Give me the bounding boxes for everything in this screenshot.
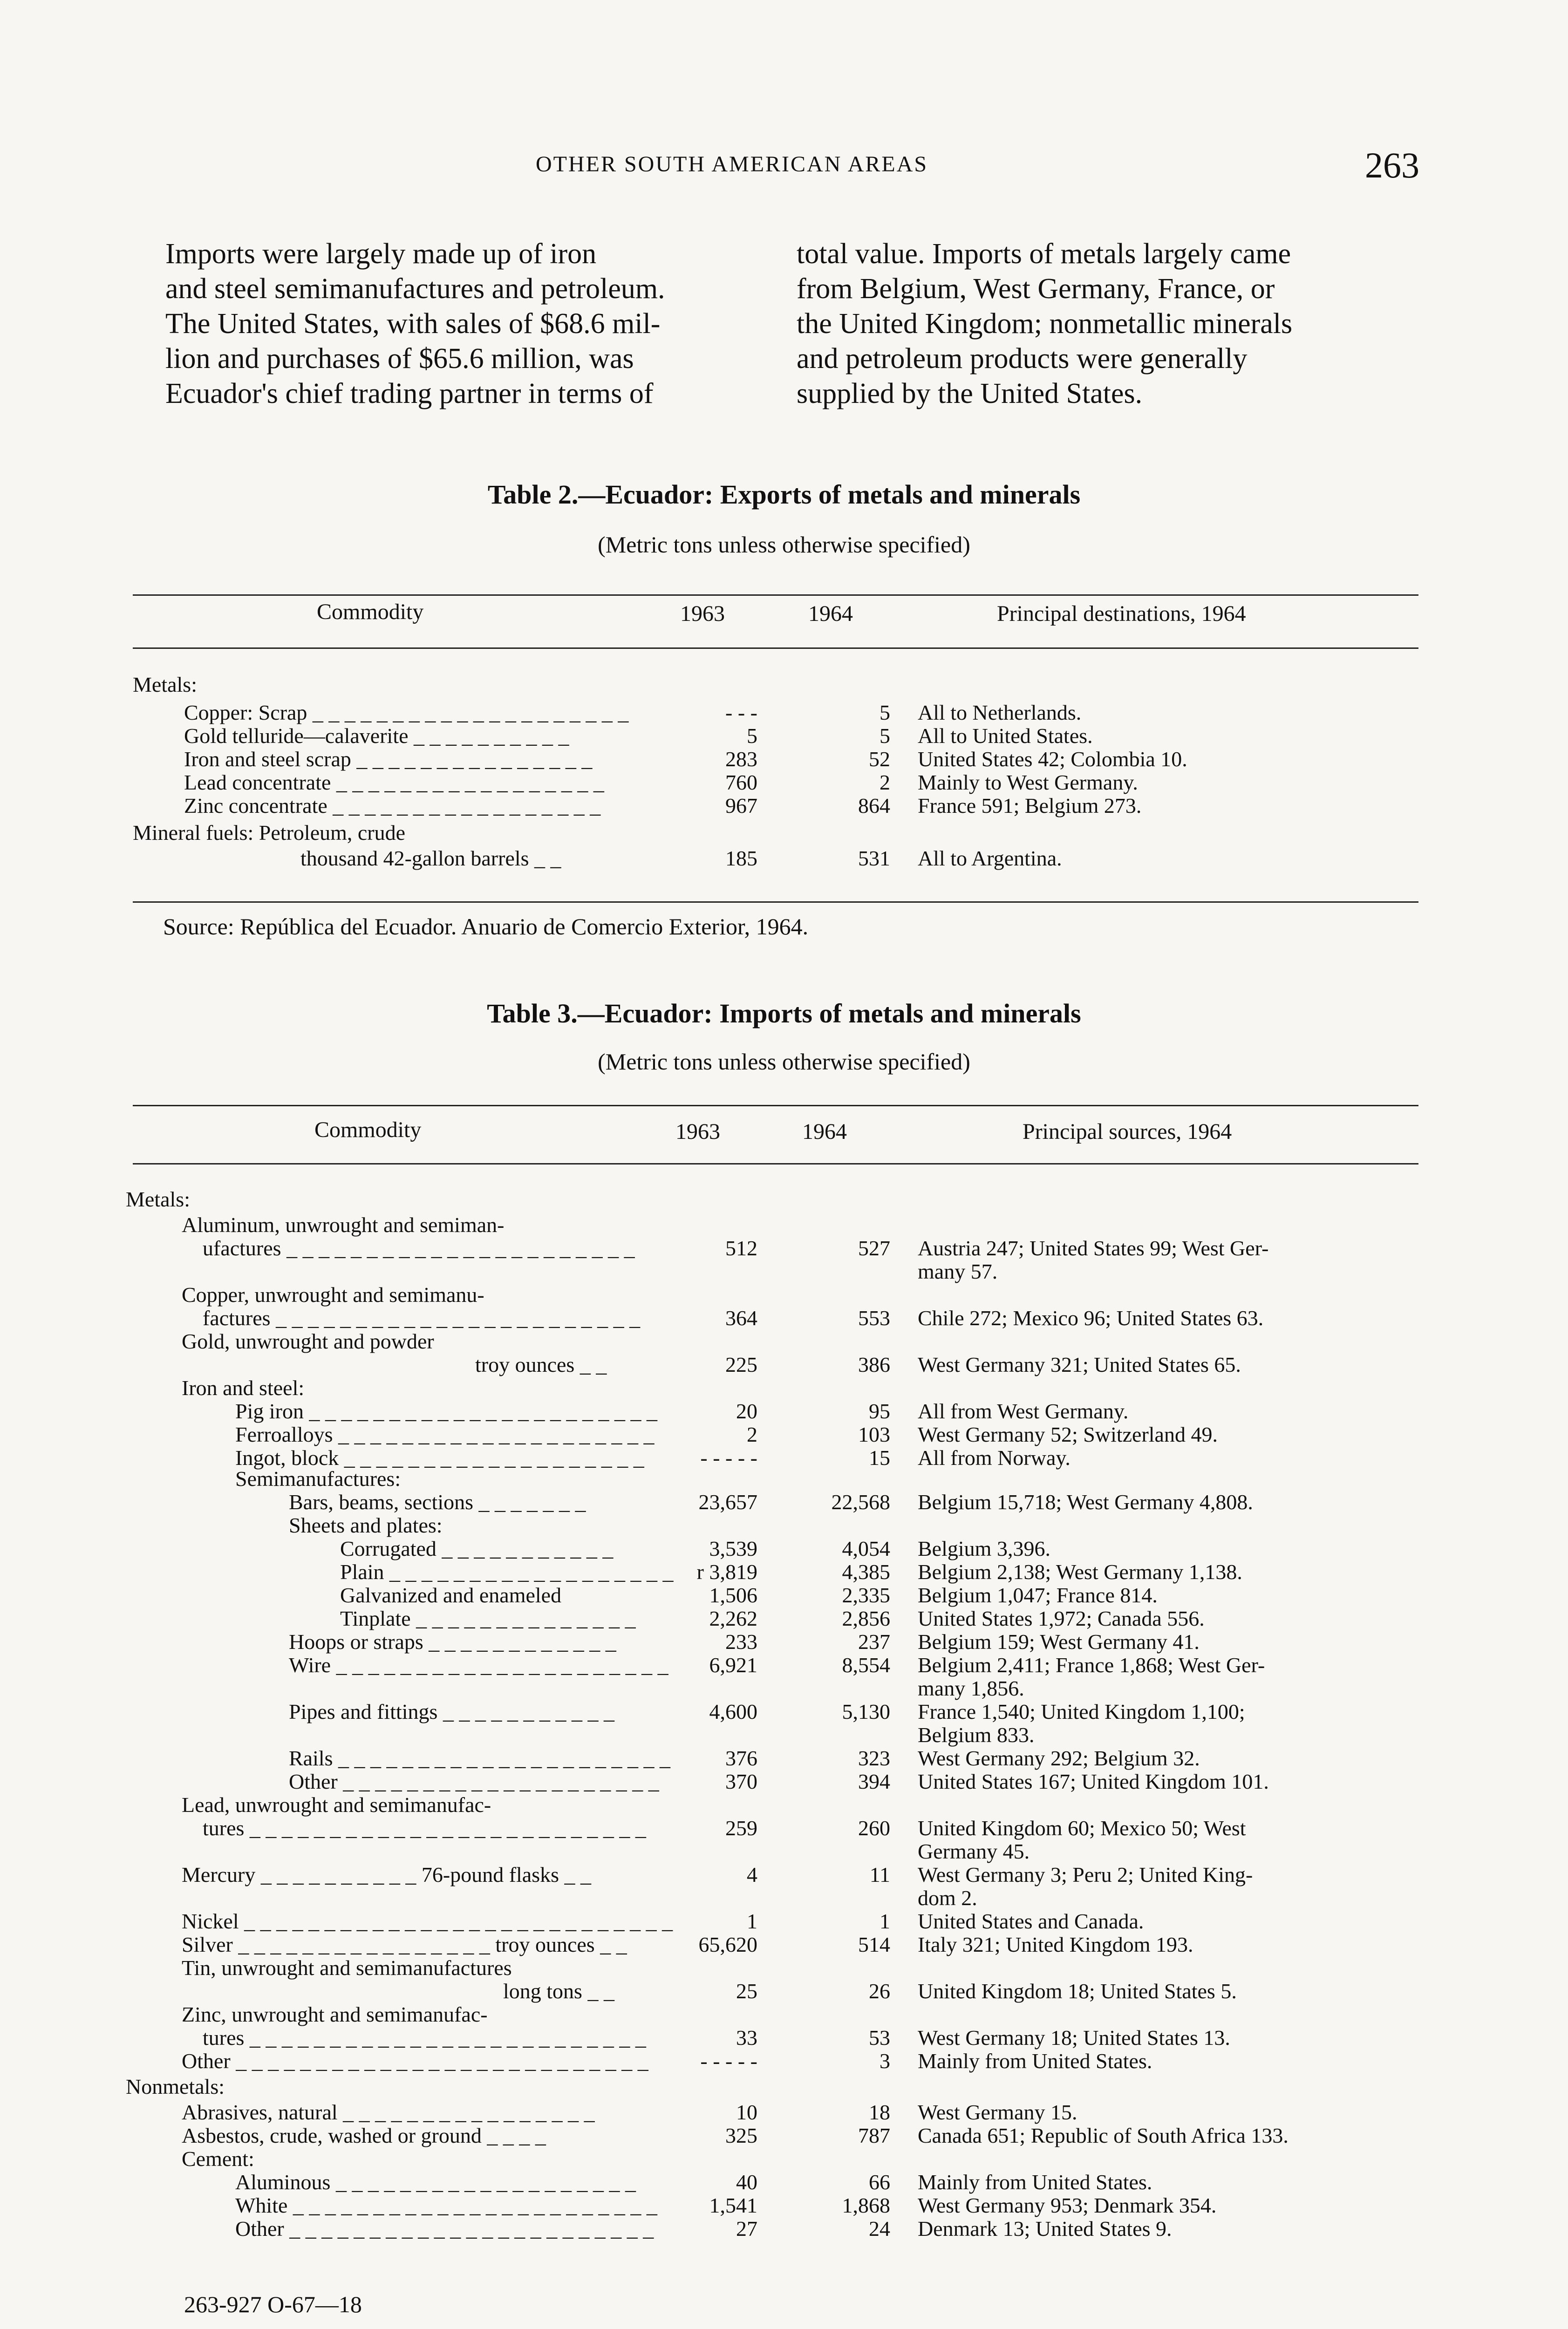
table3-value-1963-cell: r 3,819 (696, 1560, 757, 1584)
table3-row (0, 2050, 1568, 2073)
table3-commodity-cell: Pig iron _ _ _ _ _ _ _ _ _ _ _ _ _ _ _ _ _ _ _ _ _ _ (235, 1399, 657, 1423)
table3-commodity-cell: Other _ _ _ _ _ _ _ _ _ _ _ _ _ _ _ _ _ _ _ _ (289, 1770, 659, 1793)
table3-commodity-cell: Ferroalloys _ _ _ _ _ _ _ _ _ _ _ _ _ _ _ _ _ _ _ _ (235, 1423, 654, 1446)
table3-value-1963-cell: 10 (736, 2100, 757, 2124)
intro-left-column (165, 237, 771, 411)
table3-principal-cell: West Germany 3; Peru 2; United King- (918, 1863, 1253, 1886)
table2-principal-cell: All to Argentina. (918, 846, 1062, 870)
table2-value-1963-cell: 967 (725, 794, 757, 817)
table2-commodity-cell: Lead concentrate _ _ _ _ _ _ _ _ _ _ _ _ _ _ _ _ _ (184, 770, 604, 794)
table2-row (0, 701, 1568, 724)
table3-value-1963-cell: 259 (725, 1816, 757, 1840)
table3-col-1963: 1963 (675, 1119, 720, 1144)
table2-col-1964: 1964 (808, 601, 853, 626)
table2-row (0, 748, 1568, 771)
table3-commodity-cell: Mercury _ _ _ _ _ _ _ _ _ _ 76-pound flasks _ _ (182, 1863, 592, 1886)
table3-row (0, 1537, 1568, 1560)
table3-value-1964-cell: 787 (858, 2124, 890, 2147)
table3-row (0, 1956, 1568, 1980)
table3-subtitle: (Metric tons unless otherwise specified) (598, 1049, 970, 1075)
table3-row (0, 1654, 1568, 1677)
table3-row (0, 1933, 1568, 1956)
table3-commodity-cell: Nonmetals: (126, 2075, 225, 2098)
table3-value-1964-cell: 8,554 (842, 1653, 890, 1677)
table3-commodity-cell: Iron and steel: (182, 1376, 305, 1400)
table3-value-1964-cell: 553 (858, 1306, 890, 1330)
table3-row (0, 1353, 1568, 1376)
table3-principal-cell: Denmark 13; United States 9. (918, 2217, 1172, 2240)
table3-row (0, 1188, 1568, 1211)
table3-value-1964-cell: 323 (858, 1746, 890, 1770)
table3-col-1964: 1964 (802, 1119, 847, 1144)
table3-principal-cell: Italy 321; United Kingdom 193. (918, 1933, 1193, 1956)
table3-commodity-cell: Abrasives, natural _ _ _ _ _ _ _ _ _ _ _ _ _ _ _ _ (182, 2100, 595, 2124)
table3-row (0, 2124, 1568, 2147)
page-number: 263 (1365, 145, 1419, 185)
table3-value-1963-cell: 370 (725, 1770, 757, 1793)
table3-principal-cell: West Germany 953; Denmark 354. (918, 2193, 1217, 2217)
table3-commodity-cell: Silver _ _ _ _ _ _ _ _ _ _ _ _ _ _ _ _ troy ounces _ _ (182, 1933, 627, 1956)
intro-line: and petroleum products were generally (797, 343, 1248, 375)
table3-value-1964-cell: 22,568 (831, 1490, 890, 1514)
table3-commodity-cell: Tinplate _ _ _ _ _ _ _ _ _ _ _ _ _ _ (340, 1607, 636, 1630)
table3-principal-cell: Mainly from United States. (918, 2049, 1152, 2073)
table3-commodity-cell: Other _ _ _ _ _ _ _ _ _ _ _ _ _ _ _ _ _ _ _ _ _ _ _ _ _ _ (182, 2049, 648, 2073)
table3-commodity-cell: Galvanized and enameled (340, 1583, 562, 1607)
table3-principal-cell: All from West Germany. (918, 1399, 1129, 1423)
table3-header-rule (133, 1163, 1418, 1164)
table3-row (0, 1747, 1568, 1770)
table3-principal-cell: France 1,540; United Kingdom 1,100; (918, 1700, 1245, 1723)
table3-row (0, 2194, 1568, 2217)
table3-row (0, 1446, 1568, 1470)
table3-commodity-cell: Copper, unwrought and semimanu- (182, 1283, 484, 1307)
table3-value-1963-cell: 325 (725, 2124, 757, 2147)
table3-value-1964-cell: 26 (869, 1979, 890, 2003)
table2-value-1964-cell: 52 (869, 747, 890, 771)
table2-commodity-cell: thousand 42-gallon barrels _ _ (300, 846, 561, 870)
table2-bottom-rule (133, 901, 1418, 903)
table3-value-1963-cell: 20 (736, 1399, 757, 1423)
table3-value-1964-cell: 18 (869, 2100, 890, 2124)
table3-commodity-cell: troy ounces _ _ (475, 1353, 607, 1376)
table3-commodity-cell: factures _ _ _ _ _ _ _ _ _ _ _ _ _ _ _ _ _ _ _ _ _ _ _ (203, 1306, 641, 1330)
table3-commodity-cell: Rails _ _ _ _ _ _ _ _ _ _ _ _ _ _ _ _ _ _ _ _ _ (289, 1746, 671, 1770)
table3-commodity-cell: Lead, unwrought and semimanufac- (182, 1793, 491, 1817)
table3-principal-cell: dom 2. (918, 1886, 977, 1910)
table2-row (0, 771, 1568, 794)
table3-commodity-cell: tures _ _ _ _ _ _ _ _ _ _ _ _ _ _ _ _ _ _ _ _ _ _ _ _ _ (203, 2026, 646, 2050)
table3-value-1963-cell: 3,539 (709, 1537, 757, 1560)
table3-value-1963-cell: 1,541 (709, 2193, 757, 2217)
table3-row (0, 1630, 1568, 1654)
table2-principal-cell: France 591; Belgium 273. (918, 794, 1142, 817)
table3-row (0, 1283, 1568, 1307)
table3-principal-cell: Austria 247; United States 99; West Ger- (918, 1236, 1269, 1260)
print-code: 263-927 O-67—18 (184, 2291, 362, 2317)
table3-row (0, 1330, 1568, 1353)
table2-value-1964-cell: 2 (879, 770, 890, 794)
table3-principal-cell: United Kingdom 18; United States 5. (918, 1979, 1237, 2003)
table2-row (0, 847, 1568, 870)
table3-principal-cell: United Kingdom 60; Mexico 50; West (918, 1816, 1246, 1840)
table2-principal-cell: United States 42; Colombia 10. (918, 747, 1187, 771)
table3-value-1964-cell: 15 (869, 1446, 890, 1470)
table3-principal-cell: Belgium 159; West Germany 41. (918, 1630, 1200, 1654)
table3-principal-cell: United States 167; United Kingdom 101. (918, 1770, 1269, 1793)
table3-value-1964-cell: 386 (858, 1353, 890, 1376)
table2-subtitle: (Metric tons unless otherwise specified) (598, 531, 970, 558)
table3-value-1964-cell: 4,054 (842, 1537, 890, 1560)
table3-value-1963-cell: 1,506 (709, 1583, 757, 1607)
table3-row (0, 1423, 1568, 1446)
table3-value-1964-cell: 2,856 (842, 1607, 890, 1630)
table3-commodity-cell: Pipes and fittings _ _ _ _ _ _ _ _ _ _ _ (289, 1700, 614, 1723)
table3-row (0, 1237, 1568, 1260)
table3-row (0, 1723, 1568, 1747)
table3-row (0, 1677, 1568, 1700)
table3-commodity-cell: White _ _ _ _ _ _ _ _ _ _ _ _ _ _ _ _ _ _ _ _ _ _ _ (235, 2193, 657, 2217)
table3-value-1963-cell: 376 (725, 1746, 757, 1770)
table3-value-1964-cell: 394 (858, 1770, 890, 1793)
table2-value-1964-cell: 864 (858, 794, 890, 817)
table3-value-1963-cell: 27 (736, 2217, 757, 2240)
table3-commodity-cell: Other _ _ _ _ _ _ _ _ _ _ _ _ _ _ _ _ _ _ _ _ _ _ _ (235, 2217, 654, 2240)
table3-principal-cell: Canada 651; Republic of South Africa 133. (918, 2124, 1288, 2147)
table3-col-sources: Principal sources, 1964 (1023, 1119, 1232, 1144)
table3-principal-cell: United States 1,972; Canada 556. (918, 1607, 1205, 1630)
table3-principal-cell: many 1,856. (918, 1676, 1024, 1700)
table3-commodity-cell: Aluminum, unwrought and semiman- (182, 1213, 504, 1237)
table3-principal-cell: Belgium 1,047; France 814. (918, 1583, 1158, 1607)
table3-value-1964-cell: 5,130 (842, 1700, 890, 1723)
table3-value-1963-cell: - - - - - (700, 2049, 757, 2073)
table2-value-1964-cell: 5 (879, 701, 890, 724)
table3-row (0, 1886, 1568, 1910)
table3-row (0, 1560, 1568, 1584)
intro-line: The United States, with sales of $68.6 mil- (165, 308, 661, 340)
table3-value-1964-cell: 1 (879, 1909, 890, 1933)
table3-value-1964-cell: 11 (869, 1863, 890, 1886)
intro-line: the United Kingdom; nonmetallic minerals (797, 308, 1293, 340)
table3-commodity-cell: long tons _ _ (503, 1979, 614, 2003)
table2-value-1964-cell: 5 (879, 724, 890, 748)
table3-value-1964-cell: 103 (858, 1423, 890, 1446)
table3-value-1963-cell: 4 (747, 1863, 757, 1886)
table3-row (0, 1607, 1568, 1630)
table2-col-commodity: Commodity (317, 599, 424, 624)
table3-principal-cell: Belgium 833. (918, 1723, 1035, 1747)
table3-row (0, 1817, 1568, 1840)
table3-commodity-cell: Ingot, block _ _ _ _ _ _ _ _ _ _ _ _ _ _ _ _ _ _ _ (235, 1446, 644, 1470)
table2-commodity-cell: Copper: Scrap _ _ _ _ _ _ _ _ _ _ _ _ _ _ _ _ _ _ _ _ (184, 701, 629, 724)
table3-principal-cell: West Germany 18; United States 13. (918, 2026, 1230, 2050)
table3-row (0, 2217, 1568, 2240)
running-title: OTHER SOUTH AMERICAN AREAS (536, 152, 928, 177)
table3-row (0, 2003, 1568, 2026)
table3-value-1964-cell: 95 (869, 1399, 890, 1423)
table3-row (0, 1491, 1568, 1514)
table3-commodity-cell: tures _ _ _ _ _ _ _ _ _ _ _ _ _ _ _ _ _ _ _ _ _ _ _ _ _ (203, 1816, 646, 1840)
table3-value-1963-cell: 2,262 (709, 1607, 757, 1630)
table2-commodity-cell: Gold telluride—calaverite _ _ _ _ _ _ _ _ _ _ (184, 724, 569, 748)
table3-row (0, 1980, 1568, 2003)
table3-row (0, 1700, 1568, 1723)
table3-principal-cell: West Germany 292; Belgium 32. (918, 1746, 1200, 1770)
table2-commodity-cell: Zinc concentrate _ _ _ _ _ _ _ _ _ _ _ _ _ _ _ _ _ (184, 794, 601, 817)
table2-commodity-cell: Mineral fuels: Petroleum, crude (133, 821, 406, 844)
table3-commodity-cell: Wire _ _ _ _ _ _ _ _ _ _ _ _ _ _ _ _ _ _ _ _ _ (289, 1653, 668, 1677)
table3-row (0, 1910, 1568, 1933)
table3-row (0, 1514, 1568, 1537)
table2-row (0, 724, 1568, 748)
table2-col-1963: 1963 (680, 601, 725, 626)
table3-value-1963-cell: 225 (725, 1353, 757, 1376)
table2-value-1963-cell: 760 (725, 770, 757, 794)
table2-value-1963-cell: - - - (725, 701, 757, 724)
table3-principal-cell: Germany 45. (918, 1839, 1030, 1863)
table3-principal-cell: many 57. (918, 1260, 998, 1283)
table3-value-1964-cell: 1,868 (842, 2193, 890, 2217)
table3-row (0, 1307, 1568, 1330)
table3-row (0, 2026, 1568, 2050)
table2-title: Table 2.—Ecuador: Exports of metals and minerals (487, 479, 1081, 510)
intro-line: Ecuador's chief trading partner in terms of (165, 378, 654, 409)
table3-commodity-cell: Nickel _ _ _ _ _ _ _ _ _ _ _ _ _ _ _ _ _ _ _ _ _ _ _ _ _ _ _ (182, 1909, 673, 1933)
table3-commodity-cell: Plain _ _ _ _ _ _ _ _ _ _ _ _ _ _ _ _ _ _ (340, 1560, 674, 1584)
table3-value-1963-cell: 233 (725, 1630, 757, 1654)
table3-value-1964-cell: 237 (858, 1630, 890, 1654)
table3-row (0, 1400, 1568, 1423)
table3-row (0, 1793, 1568, 1817)
table3-row (0, 1467, 1568, 1491)
table2-value-1964-cell: 531 (858, 846, 890, 870)
table3-row (0, 1376, 1568, 1400)
table3-row (0, 1213, 1568, 1237)
table3-principal-cell: Belgium 2,411; France 1,868; West Ger- (918, 1653, 1265, 1677)
table3-row (0, 1260, 1568, 1283)
table3-commodity-cell: Asbestos, crude, washed or ground _ _ _ _ (182, 2124, 546, 2147)
table2-source: Source: República del Ecuador. Anuario de Comercio Exterior, 1964. (163, 913, 809, 940)
table2-row (0, 673, 1568, 696)
table3-principal-cell: All from Norway. (918, 1446, 1070, 1470)
table3-principal-cell: Mainly from United States. (918, 2170, 1152, 2194)
intro-line: supplied by the United States. (797, 378, 1143, 409)
table3-principal-cell: West Germany 52; Switzerland 49. (918, 1423, 1218, 1446)
table3-row (0, 1584, 1568, 1607)
table3-principal-cell: West Germany 321; United States 65. (918, 1353, 1241, 1376)
intro-line: lion and purchases of $65.6 million, was (165, 343, 634, 375)
table3-value-1964-cell: 3 (879, 2049, 890, 2073)
table2-principal-cell: Mainly to West Germany. (918, 770, 1138, 794)
table3-value-1963-cell: 40 (736, 2170, 757, 2194)
table3-value-1964-cell: 260 (858, 1816, 890, 1840)
table3-principal-cell: Belgium 3,396. (918, 1537, 1050, 1560)
table3-value-1963-cell: 33 (736, 2026, 757, 2050)
table3-value-1963-cell: 6,921 (709, 1653, 757, 1677)
table3-row (0, 2171, 1568, 2194)
table3-row (0, 1840, 1568, 1863)
table3-value-1963-cell: 1 (747, 1909, 757, 1933)
table3-commodity-cell: Bars, beams, sections _ _ _ _ _ _ _ (289, 1490, 586, 1514)
table2-row (0, 794, 1568, 817)
table3-row (0, 2101, 1568, 2124)
table3-commodity-cell: Corrugated _ _ _ _ _ _ _ _ _ _ _ (340, 1537, 614, 1560)
table3-value-1964-cell: 2,335 (842, 1583, 890, 1607)
table3-title: Table 3.—Ecuador: Imports of metals and minerals (487, 998, 1081, 1028)
table2-col-destinations: Principal destinations, 1964 (997, 601, 1246, 626)
table3-value-1963-cell: 2 (747, 1423, 757, 1446)
table3-principal-cell: United States and Canada. (918, 1909, 1144, 1933)
intro-line: Imports were largely made up of iron (165, 238, 597, 270)
intro-line: total value. Imports of metals largely came (797, 238, 1291, 270)
table3-row (0, 2075, 1568, 2098)
table3-col-commodity: Commodity (314, 1117, 422, 1142)
intro-line: from Belgium, West Germany, France, or (797, 273, 1275, 305)
table3-value-1964-cell: 527 (858, 1236, 890, 1260)
intro-right-column (797, 237, 1402, 411)
table3-commodity-cell: Hoops or straps _ _ _ _ _ _ _ _ _ _ _ _ (289, 1630, 616, 1654)
table3-value-1964-cell: 24 (869, 2217, 890, 2240)
table3-value-1963-cell: 65,620 (698, 1933, 757, 1956)
table3-principal-cell: Chile 272; Mexico 96; United States 63. (918, 1306, 1264, 1330)
table3-commodity-cell: Tin, unwrought and semimanufactures (182, 1956, 512, 1980)
table3-commodity-cell: Cement: (182, 2147, 254, 2171)
table2-value-1963-cell: 185 (725, 846, 757, 870)
table3-commodity-cell: Semimanufactures: (235, 1467, 401, 1491)
table2-commodity-cell: Iron and steel scrap _ _ _ _ _ _ _ _ _ _ _ _ _ _ _ (184, 747, 593, 771)
table3-commodity-cell: Sheets and plates: (289, 1513, 443, 1537)
table3-commodity-cell: ufactures _ _ _ _ _ _ _ _ _ _ _ _ _ _ _ _ _ _ _ _ _ _ (203, 1236, 635, 1260)
table3-principal-cell: Belgium 15,718; West Germany 4,808. (918, 1490, 1253, 1514)
table2-principal-cell: All to Netherlands. (918, 701, 1082, 724)
table2-header-rule (133, 647, 1418, 649)
intro-line: and steel semimanufactures and petroleum. (165, 273, 665, 305)
table2-value-1963-cell: 5 (747, 724, 757, 748)
table3-value-1964-cell: 53 (869, 2026, 890, 2050)
table3-value-1963-cell: 4,600 (709, 1700, 757, 1723)
table3-top-rule (133, 1105, 1418, 1106)
table2-commodity-cell: Metals: (133, 673, 197, 696)
table2-top-rule (133, 594, 1418, 596)
table3-principal-cell: West Germany 15. (918, 2100, 1077, 2124)
table3-principal-cell: Belgium 2,138; West Germany 1,138. (918, 1560, 1242, 1584)
table3-commodity-cell: Aluminous _ _ _ _ _ _ _ _ _ _ _ _ _ _ _ _ _ _ _ (235, 2170, 636, 2194)
table3-commodity-cell: Gold, unwrought and powder (182, 1329, 434, 1353)
table3-value-1963-cell: 25 (736, 1979, 757, 2003)
table2-row (0, 821, 1568, 844)
table3-value-1963-cell: 23,657 (698, 1490, 757, 1514)
table3-value-1964-cell: 66 (869, 2170, 890, 2194)
table2-value-1963-cell: 283 (725, 747, 757, 771)
table3-value-1964-cell: 4,385 (842, 1560, 890, 1584)
table3-row (0, 2147, 1568, 2171)
table3-commodity-cell: Metals: (126, 1187, 190, 1211)
table3-row (0, 1770, 1568, 1793)
table3-row (0, 1863, 1568, 1886)
table3-commodity-cell: Zinc, unwrought and semimanufac- (182, 2002, 488, 2026)
table2-principal-cell: All to United States. (918, 724, 1093, 748)
table3-value-1963-cell: 364 (725, 1306, 757, 1330)
table3-value-1963-cell: - - - - - (700, 1446, 757, 1470)
table3-value-1963-cell: 512 (725, 1236, 757, 1260)
table3-value-1964-cell: 514 (858, 1933, 890, 1956)
